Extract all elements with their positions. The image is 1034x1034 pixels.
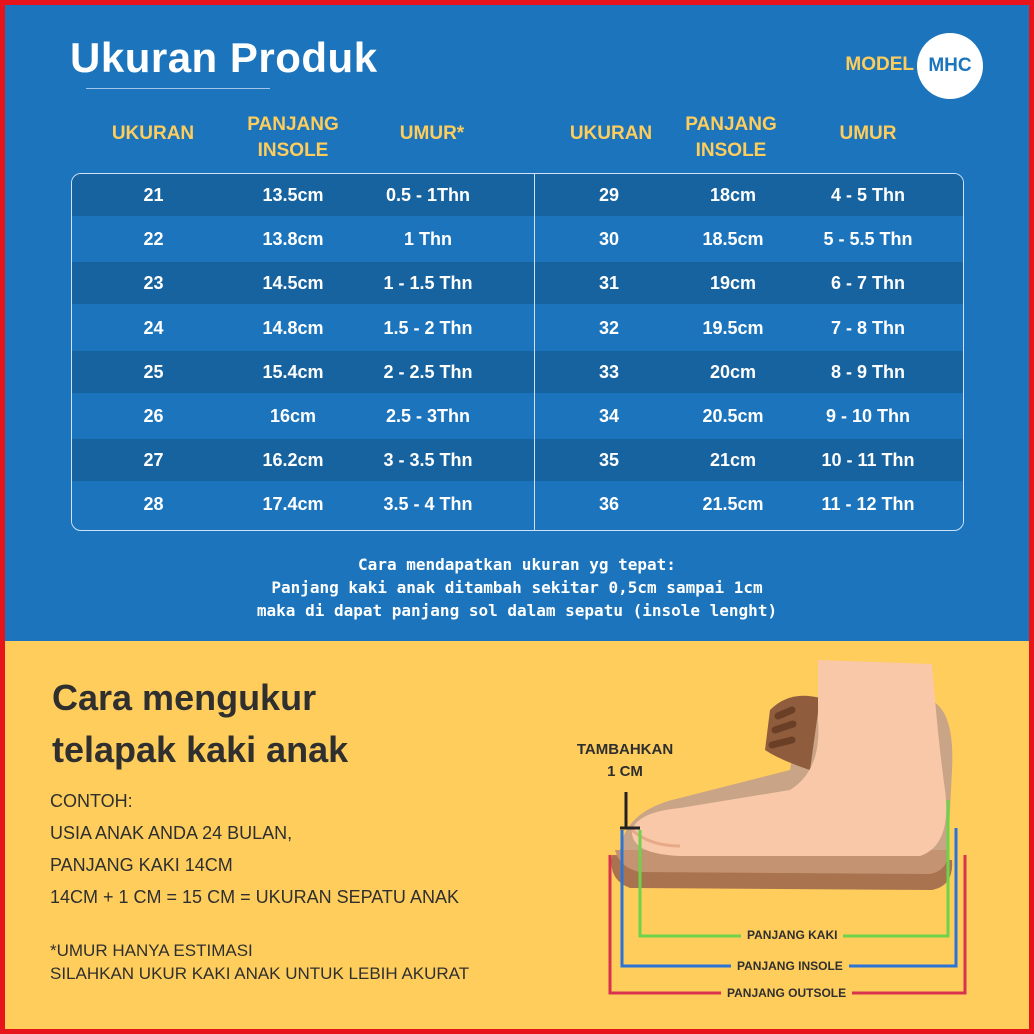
shoe-foot-diagram (560, 650, 1000, 1010)
size-cell: 25 (143, 361, 164, 382)
size-cell: 35 (598, 450, 620, 471)
header-insole-left: PANJANG INSOLE (247, 114, 339, 161)
insole-length-label: PANJANG INSOLE (731, 959, 849, 973)
insole-cell: 14.8cm (262, 317, 324, 338)
age-cell: 1 - 1.5 Thn (383, 273, 473, 294)
insole-cell: 13.5cm (262, 185, 324, 205)
size-cell: 29 (598, 185, 620, 205)
size-cell: 21 (143, 185, 164, 205)
note-line-2: Panjang kaki anak ditambah sekitar 0,5cm sampai 1cm (271, 578, 763, 597)
size-cell: 26 (143, 406, 164, 426)
add-1cm-label-line-2: 1 CM (607, 763, 643, 780)
disclaimer-estimate: *UMUR HANYA ESTIMASI (50, 941, 253, 960)
insole-cell: 16.2cm (262, 450, 324, 471)
table-row (72, 174, 963, 216)
header-age-right: UMUR (839, 123, 897, 144)
age-cell: 2.5 - 3Thn (385, 406, 470, 426)
add-1cm-label-line-1: TAMBAHKAN (576, 741, 674, 758)
age-cell: 9 - 10 Thn (825, 406, 910, 426)
age-cell: 7 - 8 Thn (830, 317, 905, 338)
age-cell: 8 - 9 Thn (830, 361, 905, 382)
insole-cell: 21.5cm (702, 494, 764, 515)
size-cell: 31 (598, 273, 620, 294)
insole-cell: 17.4cm (262, 494, 324, 515)
header-insole-right: PANJANG INSOLE (685, 114, 777, 161)
model-label: MODEL (845, 54, 914, 75)
size-cell: 23 (143, 273, 164, 294)
note-line-1: Cara mendapatkan ukuran yg tepat: (358, 555, 676, 574)
disclaimer-measure: SILAHKAN UKUR KAKI ANAK UNTUK LEBIH AKURAT (50, 964, 470, 983)
size-table (71, 173, 964, 531)
table-row (72, 483, 963, 525)
insole-cell: 20cm (709, 361, 757, 382)
age-cell: 1.5 - 2 Thn (383, 317, 473, 338)
age-cell: 3 - 3.5 Thn (383, 450, 473, 471)
age-cell: 5 - 5.5 Thn (823, 229, 913, 250)
page-title: Ukuran Produk (70, 34, 378, 81)
table-row (72, 439, 963, 481)
example-age: USIA ANAK ANDA 24 BULAN, (50, 823, 293, 843)
title-underline (86, 88, 270, 89)
measure-title-line-1: Cara mengukur (52, 677, 317, 718)
age-cell: 2 - 2.5 Thn (383, 361, 473, 382)
size-cell: 33 (598, 361, 620, 382)
model-badge: MHC (917, 33, 983, 99)
measure-title-line-2: telapak kaki anak (52, 729, 349, 770)
insole-cell: 19.5cm (702, 317, 764, 338)
size-cell: 28 (143, 494, 164, 515)
measure-title (52, 672, 348, 776)
insole-cell: 18cm (709, 185, 757, 205)
table-row (72, 262, 963, 304)
insole-cell: 21cm (709, 450, 757, 471)
age-cell: 11 - 12 Thn (821, 494, 915, 515)
size-cell: 27 (143, 450, 164, 471)
table-row (72, 307, 963, 349)
header-size-left: UKURAN (111, 123, 195, 144)
age-cell: 3.5 - 4 Thn (383, 494, 473, 515)
table-row (72, 351, 963, 393)
size-cell: 34 (598, 406, 620, 426)
insole-cell: 15.4cm (262, 361, 324, 382)
example-foot-length: PANJANG KAKI 14CM (50, 855, 233, 875)
insole-cell: 19cm (709, 273, 757, 294)
age-cell: 1 Thn (404, 229, 452, 250)
insole-cell: 13.8cm (262, 229, 324, 250)
age-cell: 4 - 5 Thn (830, 185, 905, 205)
header-size-right: UKURAN (569, 123, 653, 144)
size-cell: 30 (598, 229, 620, 250)
insole-cell: 18.5cm (702, 229, 764, 250)
header-age-left: UMUR* (399, 123, 465, 144)
table-divider (534, 174, 535, 530)
insole-cell: 16cm (269, 406, 317, 426)
size-cell: 24 (143, 317, 164, 338)
example-label: CONTOH: (50, 791, 133, 811)
note-line-3: maka di dapat panjang sol dalam sepatu (insole lenght) (256, 601, 778, 620)
table-row (72, 395, 963, 437)
example-formula: 14CM + 1 CM = 15 CM = UKURAN SEPATU ANAK (50, 887, 459, 907)
size-cell: 36 (598, 494, 620, 515)
age-cell: 10 - 11 Thn (821, 450, 915, 471)
table-row (72, 218, 963, 260)
foot-length-label: PANJANG KAKI (741, 928, 843, 942)
insole-cell: 20.5cm (702, 406, 764, 426)
size-cell: 22 (143, 229, 164, 250)
outsole-length-label: PANJANG OUTSOLE (721, 986, 852, 1000)
insole-cell: 14.5cm (262, 273, 324, 294)
age-cell: 0.5 - 1Thn (385, 185, 470, 205)
size-cell: 32 (598, 317, 620, 338)
age-cell: 6 - 7 Thn (830, 273, 905, 294)
